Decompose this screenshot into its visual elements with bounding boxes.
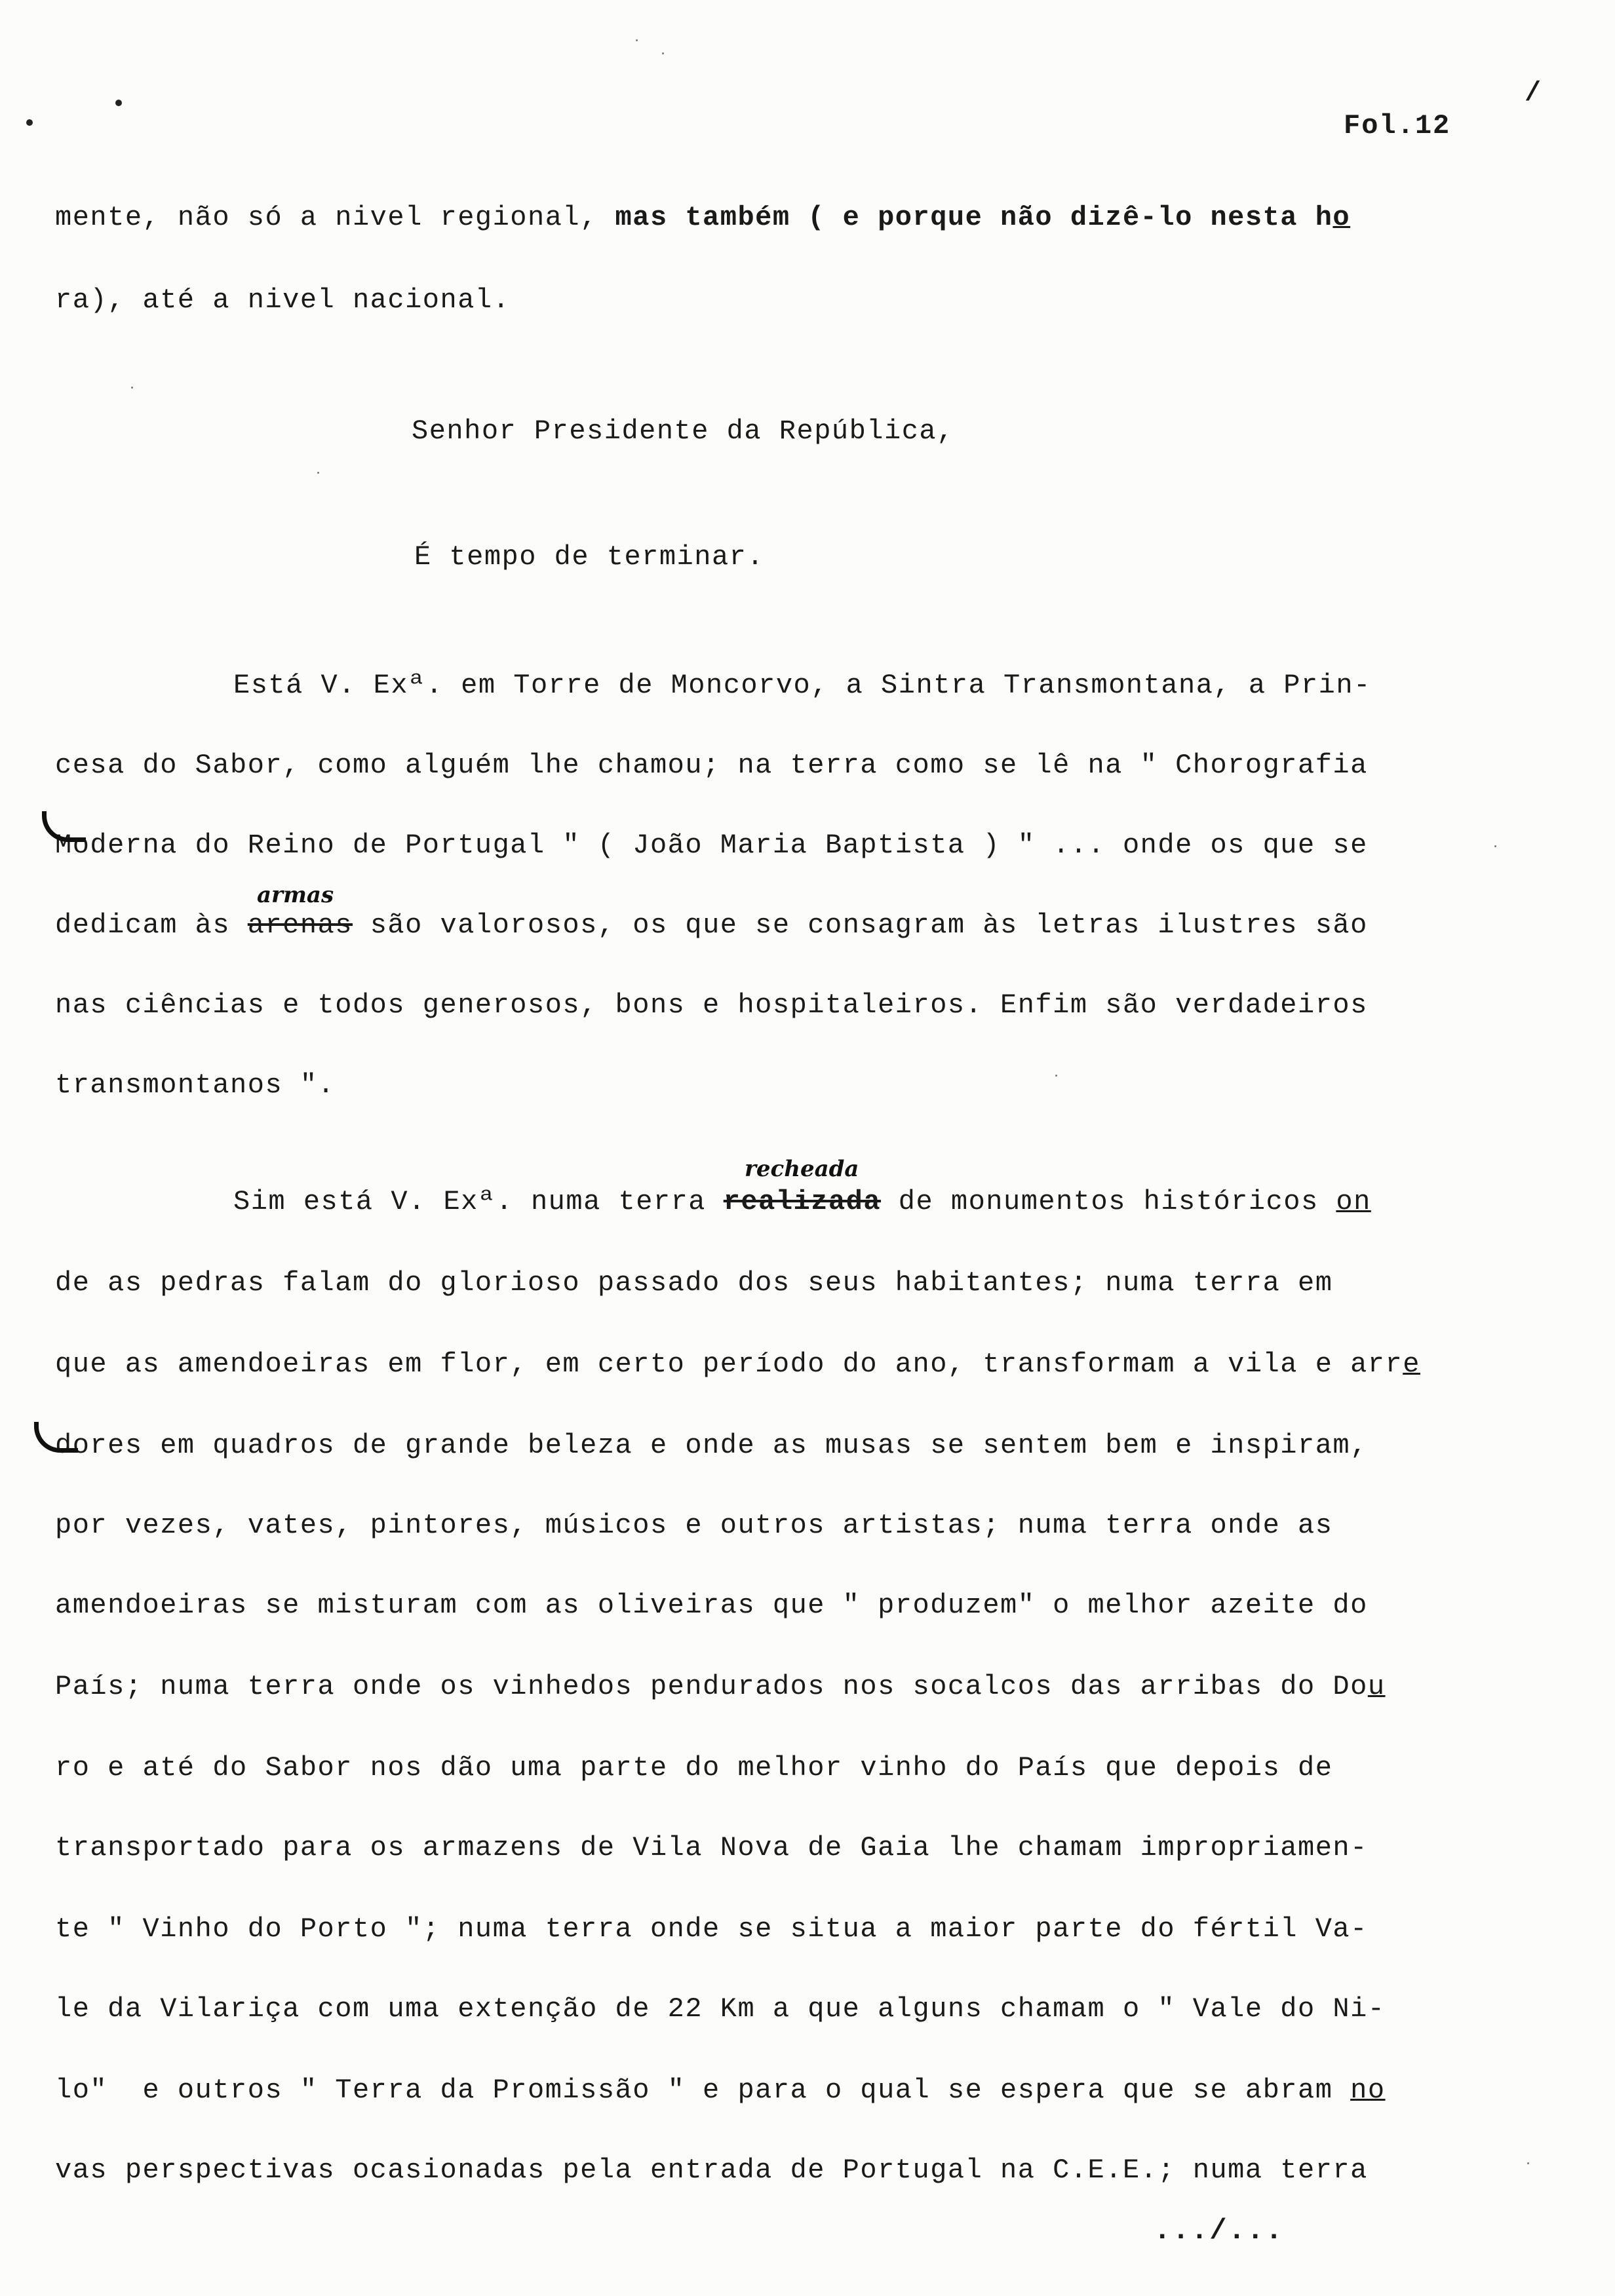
folio-number: Fol.12 (1344, 110, 1451, 142)
text-line (233, 1182, 1584, 1221)
scan-speck (636, 39, 638, 41)
text-line: te " Vinho do Porto "; numa terra onde se situa a maior parte do fértil Va- (55, 1913, 1368, 1945)
scan-speck (1494, 845, 1496, 847)
line-text-bold: mas também ( e porque não dizê-lo nesta h (615, 202, 1333, 233)
line-text: são valorosos, os que se consagram às letras ilustres são (352, 909, 1368, 941)
scan-speck (317, 472, 319, 474)
line-text: que as amendoeiras em flor, em certo período do ano, transformam a vila e arr (55, 1349, 1403, 1380)
text-line: ra), até a nivel nacional. (55, 284, 511, 316)
line-text: mente, não só a nivel regional, (55, 202, 615, 233)
text-line: vas perspectivas ocasionadas pela entrada de Portugal na C.E.E.; numa terra (55, 2154, 1368, 2186)
text-line: le da Vilariça com uma extenção de 22 Km a que alguns chamam o " Vale do Ni- (55, 1993, 1386, 2025)
scan-speck (131, 387, 133, 389)
continuation-mark: .../... (1154, 2215, 1284, 2248)
margin-bracket-mark (42, 811, 86, 842)
line-text: lo" e outros " Terra da Promissão " e para o qual se espera que se abram (55, 2075, 1351, 2106)
text-line: Moderna do Reino de Portugal " ( João Maria Baptista ) " ... onde os que se (55, 830, 1368, 861)
handwritten-correction: armas (257, 882, 334, 908)
text-line: ro e até do Sabor nos dão uma parte do melhor vinho do País que depois de (55, 1752, 1333, 1784)
line-text: Sim está V. Exª. numa terra (233, 1186, 724, 1217)
salutation-heading: Senhor Presidente da República, (412, 415, 954, 447)
scan-dot (26, 119, 33, 126)
text-line (55, 198, 1405, 237)
line-text-underlined: no (1350, 2075, 1386, 2106)
line-text-underlined: on (1336, 1186, 1371, 1217)
text-line (55, 1345, 1420, 1384)
line-text: dedicam às (55, 909, 248, 941)
line-text-underlined: u (1367, 1671, 1386, 1702)
text-line: transportado para os armazens de Vila Nova de Gaia lhe chamam impropriamen- (55, 1832, 1368, 1864)
margin-bracket-mark (34, 1422, 78, 1453)
closing-heading: É tempo de terminar. (414, 541, 765, 573)
text-line (55, 2071, 1405, 2110)
line-text: País; numa terra onde os vinhedos pendurados nos socalcos das arribas do Do (55, 1671, 1368, 1702)
struck-word: realizada (723, 1186, 882, 1217)
line-text-underlined: o (1333, 202, 1351, 233)
line-text-underlined: e (1403, 1349, 1420, 1380)
scan-dot (115, 100, 122, 106)
text-line: nas ciências e todos generosos, bons e hospitaleiros. Enfim são verdadeiros (55, 989, 1368, 1021)
struck-word: arenas (247, 909, 353, 941)
scan-speck (662, 52, 664, 54)
text-line: de as pedras falam do glorioso passado dos seus habitantes; numa terra em (55, 1267, 1333, 1299)
scan-speck (1527, 2162, 1529, 2164)
handwritten-correction: recheada (745, 1156, 859, 1182)
text-line: dores em quadros de grande beleza e onde as musas se sentem bem e inspiram, (55, 1430, 1368, 1461)
text-line: cesa do Sabor, como alguém lhe chamou; na terra como se lê na " Chorografia (55, 750, 1368, 781)
text-line: amendoeiras se misturam com as oliveiras que " produzem" o melhor azeite do (55, 1590, 1368, 1621)
text-line (55, 906, 1405, 945)
folio-tick-mark: / (1525, 77, 1542, 109)
line-text: de monumentos históricos (881, 1186, 1336, 1217)
text-line: Está V. Exª. em Torre de Moncorvo, a Sintra Transmontana, a Prin- (233, 670, 1371, 701)
text-line (55, 1667, 1405, 1706)
text-line: por vezes, vates, pintores, músicos e outros artistas; numa terra onde as (55, 1510, 1333, 1541)
text-line: transmontanos ". (55, 1069, 336, 1101)
